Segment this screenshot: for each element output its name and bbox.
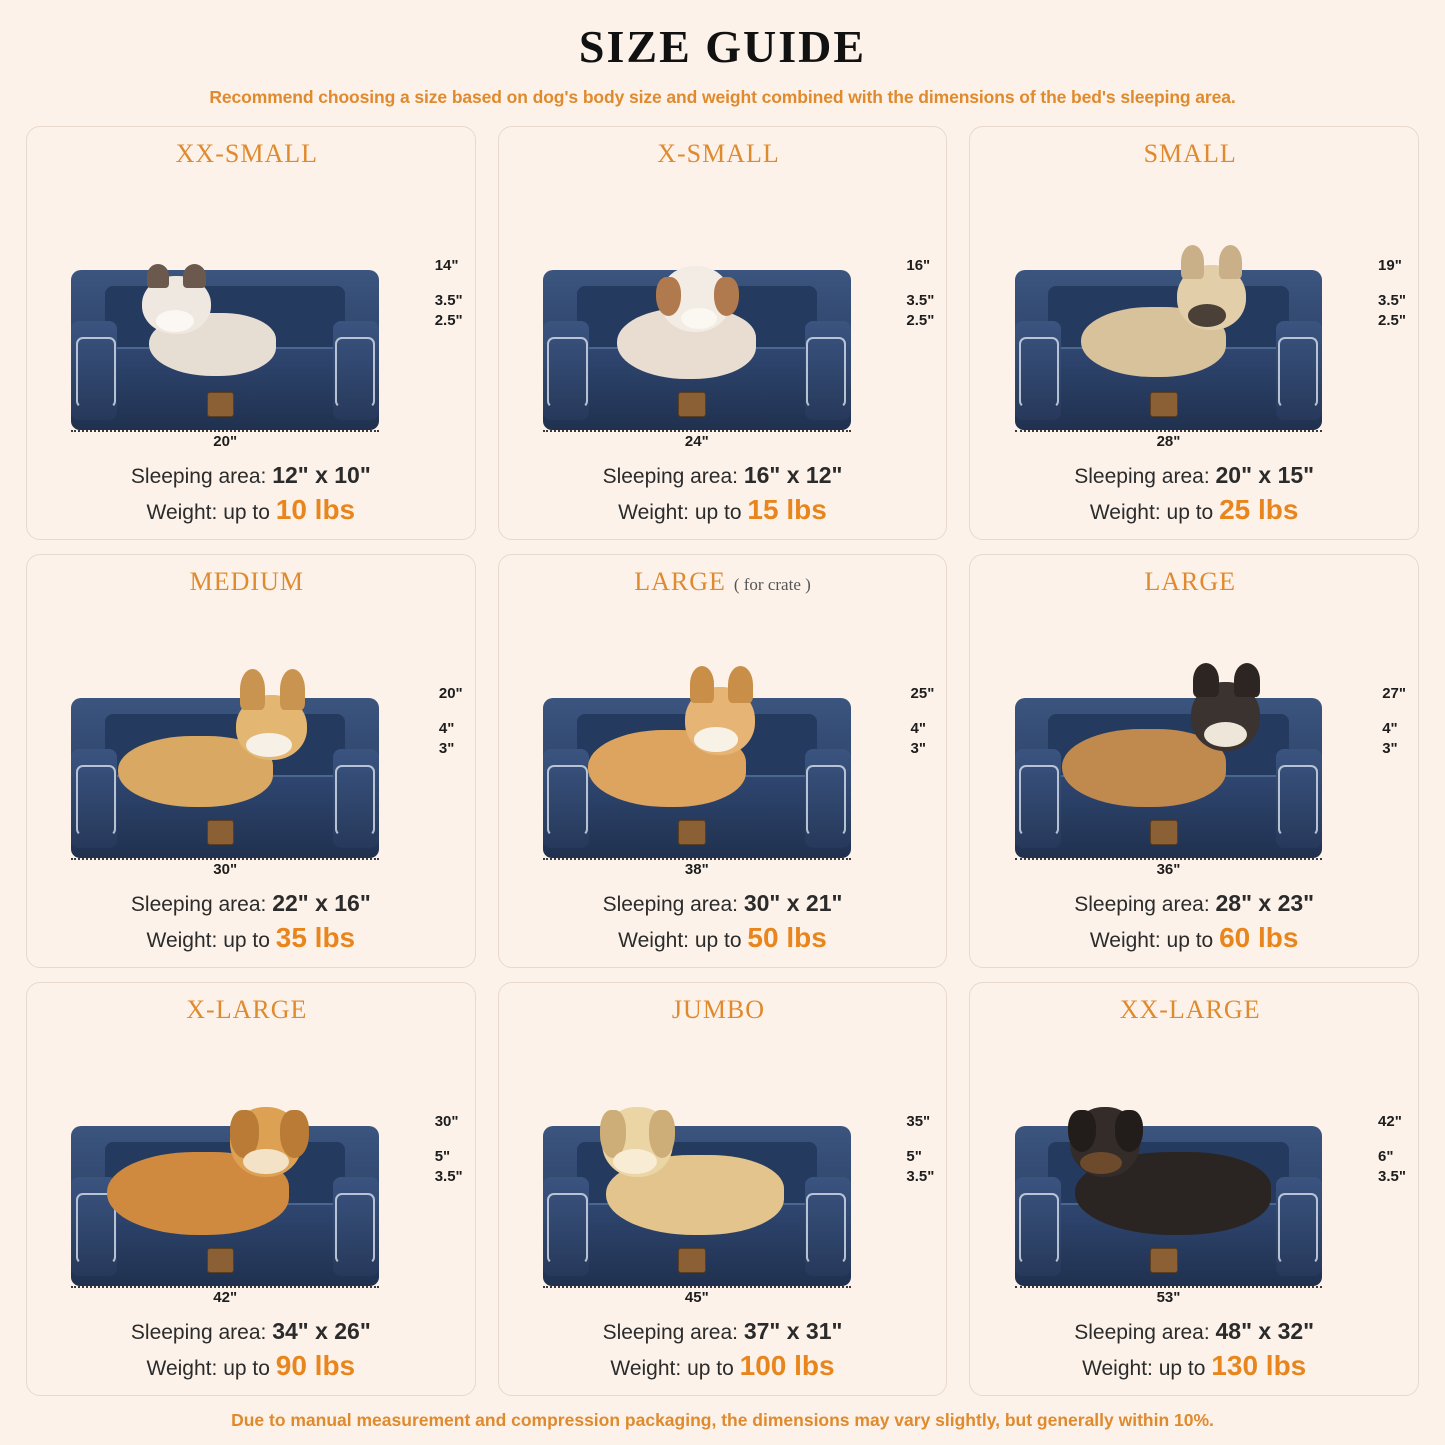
weight-label: Weight: — [610, 1357, 682, 1381]
width-value: 20" — [71, 430, 379, 450]
card-size-label: X-LARGE — [186, 995, 308, 1024]
weight-prefix: up to — [1166, 501, 1214, 525]
animal-muzzle — [156, 310, 194, 332]
card-specs — [980, 460, 1408, 529]
animal-ear-right — [649, 1110, 676, 1158]
size-card-grid — [26, 126, 1419, 1396]
weight-prefix: up to — [1158, 1357, 1206, 1381]
card-specs — [37, 888, 465, 957]
bed-illustration — [980, 171, 1408, 456]
weight-line — [509, 919, 937, 957]
back-height-value: 3.5" — [434, 291, 463, 309]
bed-illustration — [37, 1027, 465, 1312]
weight-value: 25 lbs — [1219, 494, 1299, 526]
brand-tag — [207, 392, 235, 418]
size-card-large — [969, 554, 1419, 968]
sleeping-area-value: 34" x 26" — [272, 1317, 371, 1344]
card-title — [657, 139, 788, 169]
width-value: 28" — [1015, 430, 1323, 450]
animal-ear-left — [1181, 245, 1204, 279]
sleeping-area-value: 37" x 31" — [743, 1317, 843, 1344]
depth-value: 19" — [1378, 257, 1402, 275]
dog-bed-graphic — [1015, 698, 1323, 858]
bed-piping-left — [1019, 765, 1059, 835]
sleeping-area-label: Sleeping area: — [130, 892, 267, 916]
weight-label: Weight: — [1082, 1357, 1153, 1381]
animal-muzzle — [243, 1149, 289, 1175]
back-height-value: 5" — [906, 1147, 922, 1165]
card-title — [634, 567, 811, 597]
size-card-x-large — [26, 982, 476, 1396]
dog-bed-graphic — [71, 1126, 379, 1286]
bed-piping-left — [76, 765, 116, 835]
card-size-label: XX-LARGE — [1119, 995, 1261, 1024]
animal-shih-tzu — [592, 248, 771, 379]
bed-piping-right — [335, 765, 375, 835]
card-specs — [980, 1316, 1408, 1385]
animal-corgi — [114, 660, 323, 807]
weight-line — [980, 491, 1408, 529]
animal-ear-right — [728, 666, 752, 703]
bed-piping-left — [547, 337, 587, 407]
card-specs — [509, 1316, 937, 1385]
seat-height-value: 2.5" — [906, 311, 935, 329]
animal-ear-right — [280, 1110, 310, 1158]
size-card-xx-small — [26, 126, 476, 540]
depth-value: 14" — [434, 257, 459, 275]
depth-height-dimensions — [906, 256, 934, 331]
weight-prefix: up to — [1166, 929, 1214, 953]
sleeping-area-value: 28" x 23" — [1215, 889, 1315, 916]
weight-prefix: up to — [223, 501, 270, 525]
sleeping-area-label: Sleeping area: — [130, 464, 267, 488]
animal-ear-right — [1219, 245, 1242, 279]
weight-prefix: up to — [694, 929, 742, 953]
size-card-x-small — [498, 126, 948, 540]
animal-ear-left — [1068, 1110, 1096, 1151]
seat-height-value: 2.5" — [1378, 311, 1406, 329]
back-height-value: 6" — [1378, 1147, 1394, 1165]
depth-height-dimensions — [435, 1112, 463, 1187]
weight-value: 90 lbs — [275, 1350, 356, 1382]
weight-prefix: up to — [687, 1357, 734, 1381]
weight-value: 50 lbs — [747, 922, 827, 954]
animal-ear-right — [1234, 663, 1260, 697]
card-title — [190, 567, 312, 597]
card-size-label: X-SMALL — [657, 139, 780, 168]
sleeping-area-line — [37, 888, 465, 919]
width-value: 36" — [1015, 858, 1323, 878]
bed-piping-right — [806, 1193, 846, 1263]
bed-piping-right — [806, 337, 846, 407]
depth-value: 20" — [438, 685, 463, 703]
sleeping-area-label: Sleeping area: — [130, 1320, 267, 1344]
card-size-label: SMALL — [1143, 139, 1237, 168]
animal-ear-right — [1115, 1110, 1143, 1151]
sleeping-area-line — [980, 460, 1408, 491]
depth-height-dimensions — [439, 684, 463, 759]
depth-value: 42" — [1378, 1113, 1402, 1131]
depth-height-dimensions — [1382, 684, 1406, 759]
depth-height-dimensions — [911, 684, 935, 759]
depth-height-dimensions — [906, 1112, 934, 1187]
weight-value: 60 lbs — [1219, 922, 1299, 954]
weight-label: Weight: — [146, 1357, 218, 1381]
seat-height-value: 3.5" — [434, 1167, 463, 1185]
bed-piping-right — [1278, 337, 1318, 407]
page-title: SIZE GUIDE — [578, 21, 867, 72]
back-height-value: 3.5" — [906, 291, 935, 309]
depth-height-dimensions — [1378, 256, 1406, 331]
sleeping-area-line — [980, 888, 1408, 919]
dog-bed-graphic — [1015, 1126, 1323, 1286]
size-card-large-crate — [498, 554, 948, 968]
card-specs — [37, 1316, 465, 1385]
sleeping-area-line — [980, 1316, 1408, 1347]
measurement-disclaimer: Due to manual measurement and compression packaging, the dimensions may vary slightly, but generally within 10%. — [231, 1410, 1214, 1430]
weight-prefix: up to — [223, 1357, 270, 1381]
brand-tag — [678, 820, 706, 846]
sleeping-area-value: 20" x 15" — [1215, 461, 1315, 488]
bed-piping-right — [1278, 765, 1318, 835]
depth-value: 30" — [434, 1113, 459, 1131]
depth-value: 27" — [1382, 685, 1406, 703]
bed-piping-right — [335, 337, 375, 407]
seat-height-value: 2.5" — [434, 311, 463, 329]
size-card-small — [969, 126, 1419, 540]
animal-muzzle — [1188, 304, 1226, 326]
weight-label: Weight: — [1089, 501, 1161, 525]
weight-value: 15 lbs — [747, 494, 827, 526]
weight-line — [37, 919, 465, 957]
sleeping-area-value: 12" x 10" — [272, 461, 371, 488]
animal-french-bulldog — [1070, 237, 1261, 377]
weight-label: Weight: — [146, 929, 218, 953]
sleeping-area-line — [37, 1316, 465, 1347]
sleeping-area-label: Sleeping area: — [602, 892, 738, 916]
page-subtitle: Recommend choosing a size based on dog's body size and weight combined with the dimensions of the bed's sleeping area. — [209, 87, 1236, 107]
card-size-label: LARGE — [634, 567, 726, 596]
brand-tag — [1150, 820, 1178, 846]
animal-muzzle — [246, 733, 292, 756]
bed-illustration — [37, 171, 465, 456]
width-value: 42" — [71, 1286, 379, 1306]
weight-value: 10 lbs — [275, 494, 356, 526]
back-height-value: 4" — [438, 719, 455, 737]
seat-height-value: 3" — [910, 739, 926, 757]
bed-illustration — [509, 171, 937, 456]
sleeping-area-label: Sleeping area: — [1074, 464, 1210, 488]
weight-value: 35 lbs — [275, 922, 356, 954]
card-size-label: LARGE — [1144, 567, 1236, 596]
bed-piping-right — [335, 1193, 375, 1263]
card-title — [176, 139, 326, 169]
depth-value: 25" — [910, 685, 935, 703]
size-card-xx-large — [969, 982, 1419, 1396]
seat-height-value: 3.5" — [1378, 1167, 1406, 1185]
dog-bed-graphic — [1015, 270, 1323, 430]
animal-ear-left — [1193, 663, 1219, 697]
brand-tag — [1150, 392, 1178, 418]
animal-ear-right — [714, 277, 739, 316]
card-specs — [509, 460, 937, 529]
back-height-value: 4" — [910, 719, 926, 737]
brand-tag — [207, 820, 235, 846]
card-size-label: MEDIUM — [189, 567, 304, 596]
card-title — [1120, 995, 1269, 1025]
seat-height-value: 3" — [1382, 739, 1398, 757]
width-value: 45" — [543, 1286, 851, 1306]
card-title — [1144, 139, 1245, 169]
brand-tag — [678, 392, 706, 418]
card-title — [1144, 567, 1244, 597]
animal-ear-right — [280, 669, 305, 710]
weight-label: Weight: — [1089, 929, 1161, 953]
animal-rottweiler — [1051, 1075, 1285, 1235]
weight-prefix: up to — [694, 501, 742, 525]
bed-piping-left — [1019, 337, 1059, 407]
brand-tag — [1150, 1248, 1178, 1274]
dog-bed-graphic — [71, 270, 379, 430]
sleeping-area-label: Sleeping area: — [1074, 1320, 1210, 1344]
bed-piping-right — [806, 765, 846, 835]
dog-bed-graphic — [543, 1126, 851, 1286]
animal-ragdoll-cat — [114, 254, 286, 375]
dog-bed-graphic — [543, 270, 851, 430]
depth-value: 35" — [906, 1113, 931, 1131]
brand-tag — [207, 1248, 235, 1274]
width-value: 30" — [71, 858, 379, 878]
size-card-jumbo — [498, 982, 948, 1396]
weight-label: Weight: — [618, 501, 689, 525]
animal-australian-shepherd — [1058, 651, 1274, 807]
seat-height-value: 3.5" — [906, 1167, 935, 1185]
size-card-medium — [26, 554, 476, 968]
sleeping-area-line — [509, 1316, 937, 1347]
back-height-value: 4" — [1382, 719, 1398, 737]
sleeping-area-label: Sleeping area: — [1074, 892, 1210, 916]
sleeping-area-line — [37, 460, 465, 491]
weight-line — [980, 919, 1408, 957]
dog-bed-graphic — [543, 698, 851, 858]
sleeping-area-value: 48" x 32" — [1215, 1317, 1315, 1344]
bed-piping-left — [76, 337, 116, 407]
animal-yellow-labrador — [580, 1075, 802, 1235]
card-title — [672, 995, 773, 1025]
width-value: 38" — [543, 858, 851, 878]
weight-value: 130 lbs — [1211, 1350, 1307, 1382]
back-height-value: 5" — [434, 1147, 451, 1165]
sleeping-area-value: 16" x 12" — [743, 461, 843, 488]
card-specs — [980, 888, 1408, 957]
weight-label: Weight: — [146, 501, 218, 525]
weight-line — [37, 491, 465, 529]
sleeping-area-value: 30" x 21" — [743, 889, 843, 916]
card-title — [186, 995, 315, 1025]
depth-height-dimensions — [1378, 1112, 1406, 1187]
animal-muzzle — [694, 727, 739, 752]
dog-bed-graphic — [71, 698, 379, 858]
animal-ear-left — [240, 669, 265, 710]
animal-muzzle — [1080, 1152, 1122, 1174]
card-specs — [37, 460, 465, 529]
weight-line — [509, 1347, 937, 1385]
bed-illustration — [980, 599, 1408, 884]
sleeping-area-label: Sleeping area: — [602, 464, 738, 488]
depth-value: 16" — [906, 257, 931, 275]
animal-ear-left — [147, 264, 169, 288]
sleeping-area-value: 22" x 16" — [272, 889, 371, 916]
weight-value: 100 lbs — [739, 1350, 835, 1382]
seat-height-value: 3" — [438, 739, 455, 757]
weight-label: Weight: — [618, 929, 689, 953]
bed-illustration — [37, 599, 465, 884]
weight-line — [980, 1347, 1408, 1385]
card-size-note: ( for crate ) — [733, 575, 811, 594]
card-specs — [509, 888, 937, 957]
sleeping-area-line — [509, 888, 937, 919]
back-height-value: 3.5" — [1378, 291, 1406, 309]
animal-ear-right — [183, 264, 205, 288]
depth-height-dimensions — [435, 256, 463, 331]
brand-tag — [678, 1248, 706, 1274]
bed-illustration — [509, 1027, 937, 1312]
bed-illustration — [980, 1027, 1408, 1312]
weight-line — [509, 491, 937, 529]
weight-line — [37, 1347, 465, 1385]
animal-shiba-inu — [580, 654, 783, 807]
width-value: 24" — [543, 430, 851, 450]
card-size-label: JUMBO — [671, 995, 766, 1024]
width-value: 53" — [1015, 1286, 1323, 1306]
sleeping-area-label: Sleeping area: — [602, 1320, 738, 1344]
sleeping-area-line — [509, 460, 937, 491]
bed-illustration — [509, 599, 937, 884]
animal-ear-left — [690, 666, 714, 703]
card-size-label: XX-SMALL — [175, 139, 318, 168]
animal-golden-retriever — [102, 1075, 330, 1235]
weight-prefix: up to — [223, 929, 270, 953]
